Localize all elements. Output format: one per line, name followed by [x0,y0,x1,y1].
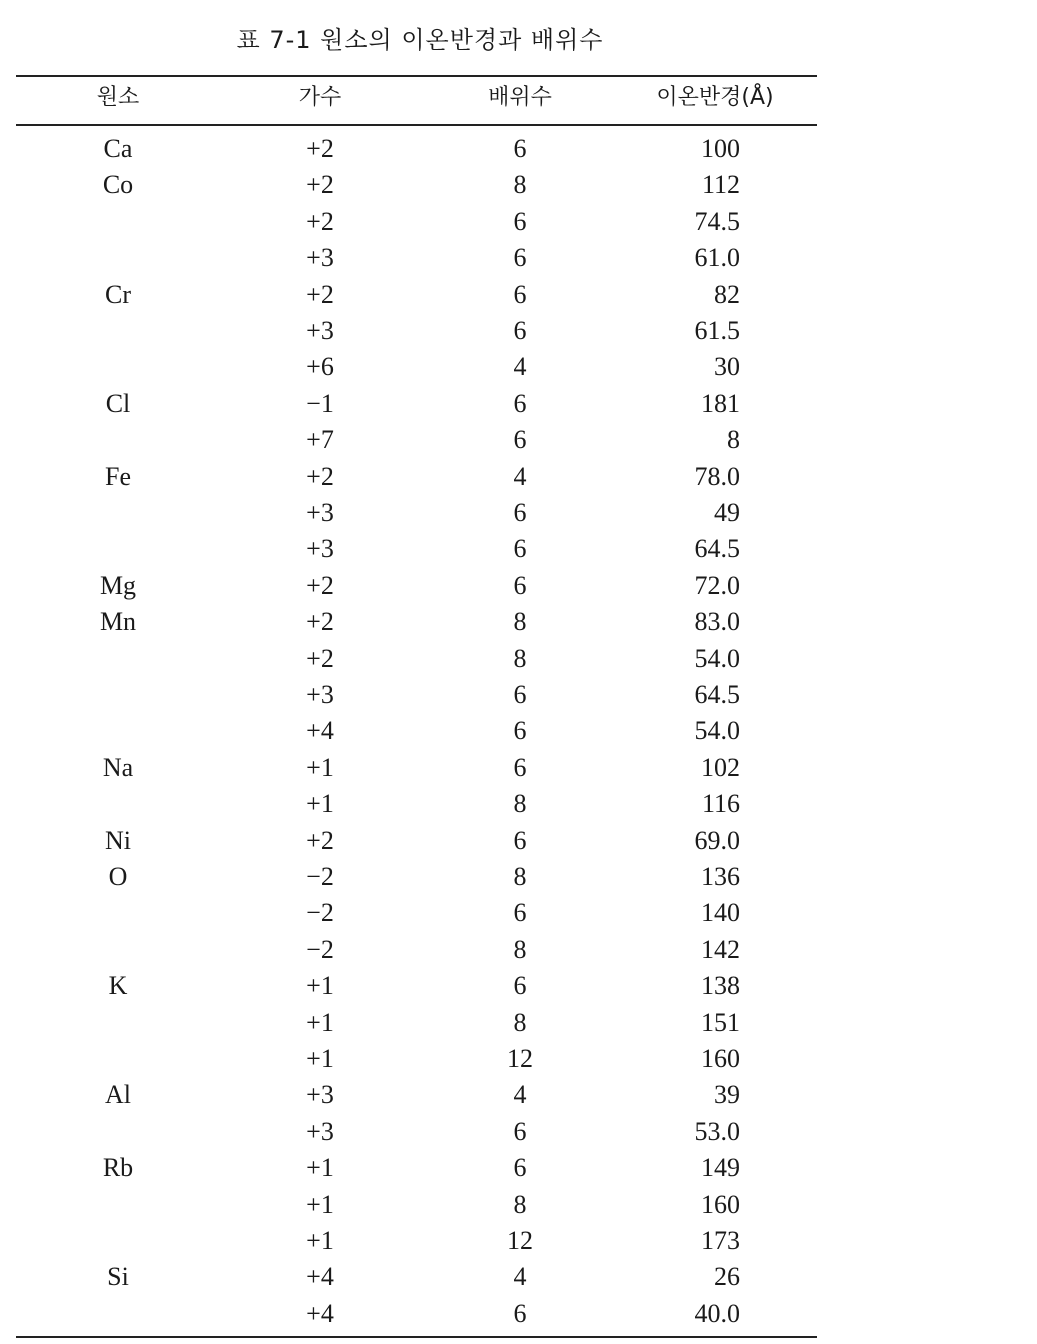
table-row [0,1114,1037,1150]
valence-cell: −2 [306,934,334,964]
coordination-cell: 8 [513,643,527,673]
coordination-cell: 6 [513,206,527,236]
table-body [0,131,1037,1331]
table-row [0,786,1037,822]
table-row [0,386,1037,422]
coordination-cell: 4 [513,461,527,491]
ionic-radius-cell: 160 [701,1044,740,1073]
coordination-cell: 6 [513,825,527,855]
header-element: 원소 [96,85,140,110]
coordination-cell: 6 [513,680,527,709]
table-row [0,495,1037,531]
coordination-cell: 6 [513,316,527,345]
element-cell: Ni [105,825,131,855]
coordination-cell: 12 [507,1044,533,1073]
ionic-radius-cell: 100 [701,134,740,163]
coordination-cell: 6 [513,971,527,1001]
valence-cell: +1 [306,971,334,1001]
table-row [0,1005,1037,1041]
coordination-cell: 4 [513,352,527,382]
valence-cell: +1 [306,752,334,782]
valence-cell: +3 [306,316,334,345]
coordination-cell: 6 [513,716,527,746]
valence-cell: +3 [306,1116,334,1146]
valence-cell: +3 [306,534,334,564]
table-row [0,750,1037,786]
coordination-cell: 8 [513,1189,527,1219]
ionic-radius-cell: 138 [701,971,740,1001]
valence-cell: +2 [306,607,334,637]
table-row [0,1077,1037,1113]
ionic-radius-cell: 64.5 [694,680,740,709]
coordination-cell: 6 [513,1116,527,1146]
ionic-radius-cell: 72.0 [694,570,740,600]
ionic-radius-cell: 136 [701,862,740,891]
table-row [0,349,1037,385]
header-coordination: 배위수 [488,85,552,110]
valence-cell: −2 [306,898,334,928]
table-caption: 표 7-1 원소의 이온반경과 배위수 [236,26,604,54]
valence-cell: −2 [306,862,334,891]
ionic-radius-cell: 61.0 [694,243,740,273]
valence-cell: −1 [306,388,334,418]
ionic-radius-cell: 116 [701,789,740,819]
valence-cell: +3 [306,243,334,273]
valence-cell: +1 [306,789,334,819]
valence-cell: +2 [306,825,334,855]
table-row [0,677,1037,713]
valence-cell: +7 [306,425,334,455]
table-row [0,459,1037,495]
ionic-radius-cell: 54.0 [694,643,740,673]
valence-cell: +2 [306,643,334,673]
table-row [0,204,1037,240]
coordination-cell: 6 [513,534,527,564]
coordination-cell: 6 [513,752,527,782]
element-cell: Rb [102,1153,134,1183]
valence-cell: +2 [306,206,334,236]
coordination-cell: 6 [513,243,527,273]
valence-cell: +6 [306,352,334,382]
valence-cell: +1 [306,1189,334,1219]
table-row [0,604,1037,640]
ionic-radius-cell: 30 [714,352,740,382]
header-rule [16,124,817,126]
table-row [0,1187,1037,1223]
table-row [0,313,1037,349]
table-row [0,131,1037,167]
element-cell: O [108,862,128,891]
table-row [0,1259,1037,1295]
ionic-radius-cell: 142 [701,934,740,964]
table-row [0,895,1037,931]
coordination-cell: 6 [513,570,527,600]
ionic-radius-cell: 40.0 [694,1298,740,1328]
header-valence: 가수 [298,85,342,110]
table-row [0,859,1037,895]
valence-cell: +2 [306,134,334,163]
valence-cell: +1 [306,1226,334,1255]
coordination-cell: 6 [513,1298,527,1328]
table-row [0,1150,1037,1186]
valence-cell: +2 [306,461,334,491]
coordination-cell: 6 [513,279,527,309]
element-cell: Fe [105,461,131,491]
table-header [0,80,1037,120]
table-row [0,422,1037,458]
table-row [0,932,1037,968]
ionic-radius-cell: 26 [714,1262,740,1292]
element-cell: Na [102,752,134,782]
coordination-cell: 12 [507,1226,533,1255]
bottom-rule [16,1336,817,1338]
coordination-cell: 4 [513,1080,527,1110]
coordination-cell: 8 [513,862,527,891]
valence-cell: +2 [306,279,334,309]
valence-cell: +4 [306,716,334,746]
element-cell: Ca [103,134,133,163]
ionic-radius-cell: 82 [714,279,740,309]
valence-cell: +1 [306,1007,334,1037]
table-row [0,531,1037,567]
valence-cell: +2 [306,570,334,600]
element-cell: K [108,971,128,1001]
ionic-radius-cell: 102 [701,752,740,782]
ionic-radius-cell: 8 [727,425,740,455]
ionic-radius-cell: 54.0 [694,716,740,746]
top-rule [16,75,817,77]
valence-cell: +3 [306,498,334,527]
element-cell: Al [105,1080,131,1110]
table-row [0,1223,1037,1259]
element-cell: Mg [99,570,137,600]
table-row [0,823,1037,859]
coordination-cell: 8 [513,607,527,637]
ionic-radius-cell: 39 [714,1080,740,1110]
table-row [0,1041,1037,1077]
ionic-radius-cell: 61.5 [694,316,740,345]
ionic-radius-cell: 78.0 [694,461,740,491]
element-cell: Mn [99,607,137,637]
coordination-cell: 8 [513,170,527,200]
coordination-cell: 6 [513,1153,527,1183]
ionic-radius-cell: 49 [714,498,740,527]
valence-cell: +1 [306,1044,334,1073]
ionic-radius-cell: 149 [701,1153,740,1183]
ionic-radius-cell: 69.0 [694,825,740,855]
header-ionic-radius: 이온반경(Å) [656,85,774,110]
element-cell: Co [102,170,134,200]
coordination-cell: 4 [513,1262,527,1292]
table-row [0,167,1037,203]
coordination-cell: 8 [513,1007,527,1037]
table-row [0,568,1037,604]
valence-cell: +2 [306,170,334,200]
table-row [0,641,1037,677]
valence-cell: +4 [306,1298,334,1328]
coordination-cell: 6 [513,498,527,527]
coordination-cell: 8 [513,934,527,964]
table-row [0,1296,1037,1332]
table-row [0,240,1037,276]
ionic-radius-cell: 181 [701,388,740,418]
element-cell: Si [107,1262,129,1292]
ionic-radius-cell: 83.0 [694,607,740,637]
coordination-cell: 6 [513,898,527,928]
valence-cell: +1 [306,1153,334,1183]
ionic-radius-cell: 53.0 [694,1116,740,1146]
table-row [0,713,1037,749]
valence-cell: +3 [306,680,334,709]
coordination-cell: 6 [513,388,527,418]
valence-cell: +3 [306,1080,334,1110]
element-cell: Cr [105,279,131,309]
coordination-cell: 6 [513,134,527,163]
coordination-cell: 6 [513,425,527,455]
ionic-radius-cell: 74.5 [694,206,740,236]
valence-cell: +4 [306,1262,334,1292]
coordination-cell: 8 [513,789,527,819]
ionic-radius-cell: 112 [701,170,740,200]
ionic-radius-cell: 160 [701,1189,740,1219]
ionic-radius-cell: 64.5 [694,534,740,564]
ionic-radius-cell: 140 [701,898,740,928]
ionic-radius-cell: 151 [701,1007,740,1037]
table-row [0,968,1037,1004]
table-row [0,277,1037,313]
ionic-radius-cell: 173 [701,1226,740,1255]
element-cell: Cl [105,388,131,418]
